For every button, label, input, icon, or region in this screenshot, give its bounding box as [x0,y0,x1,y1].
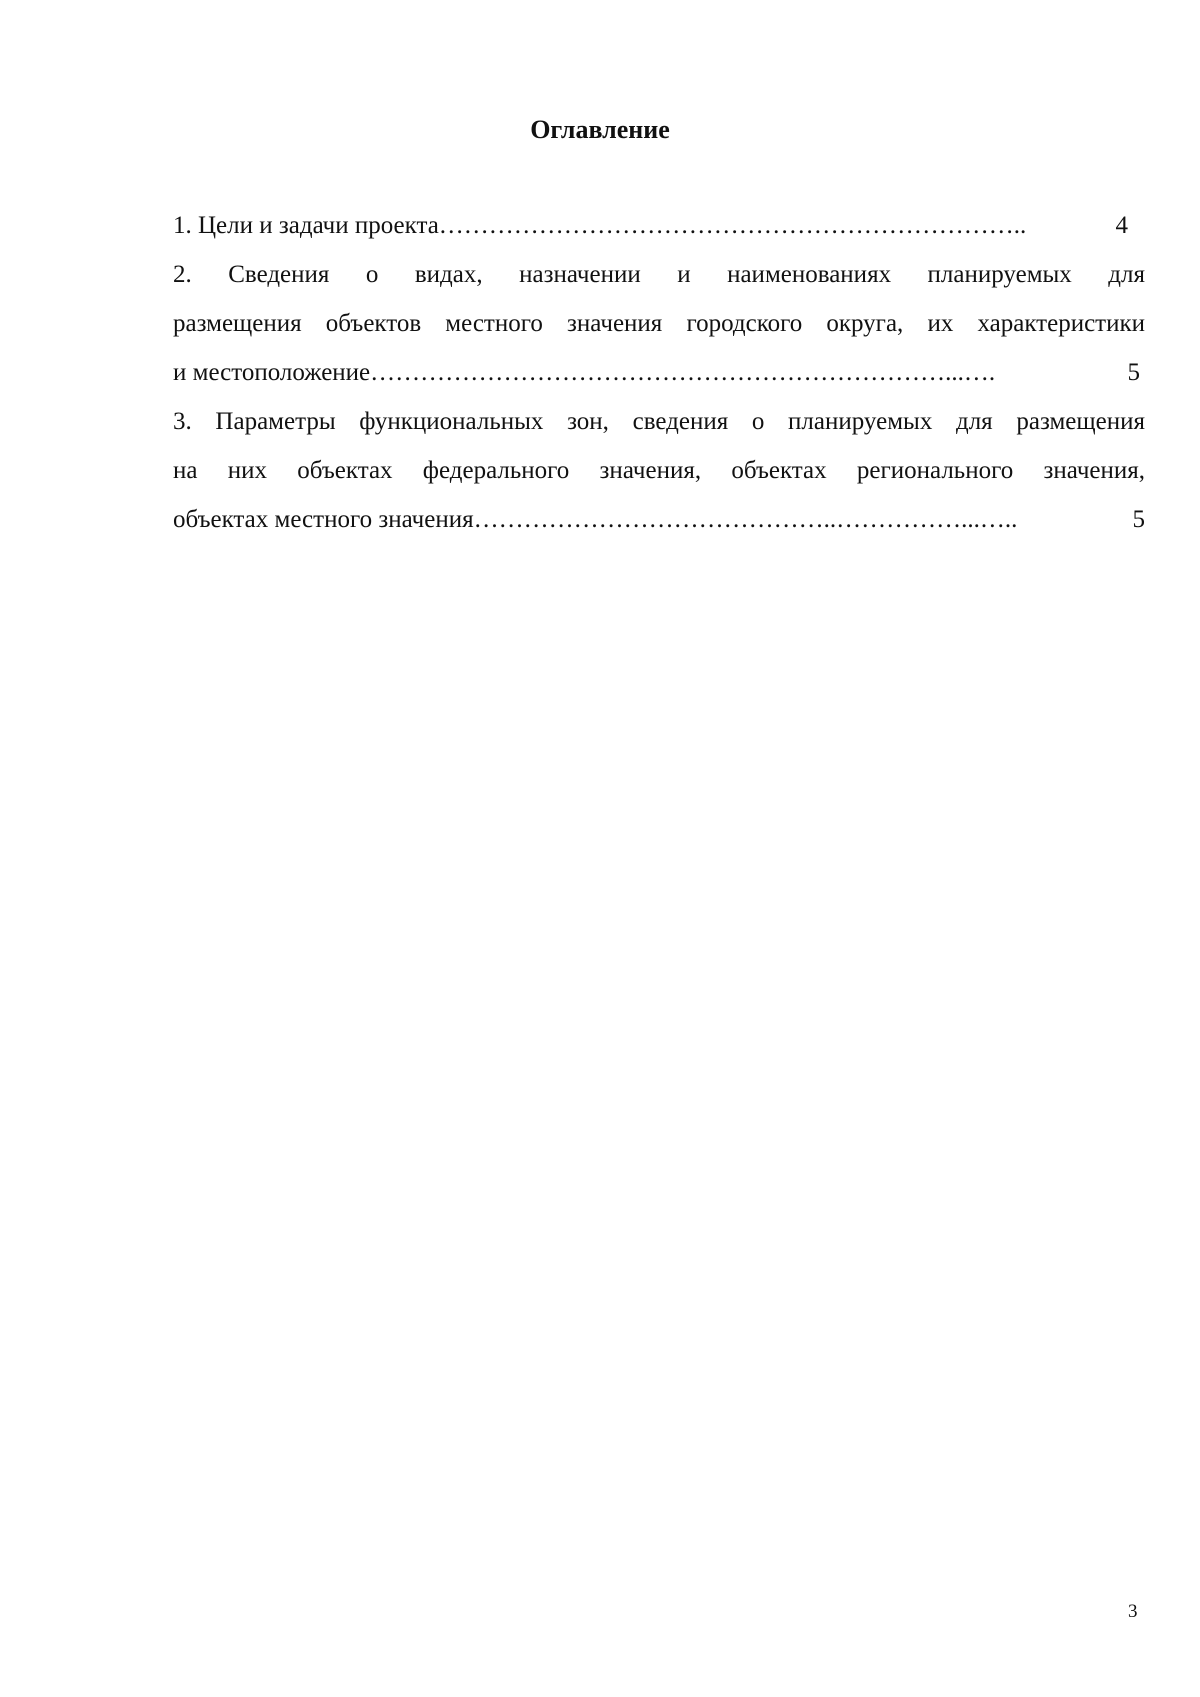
toc-entry-text: объектах местного значения [173,506,474,533]
toc-entry-text: и местоположение [173,359,371,386]
toc-dot-leader: …………………………………………………………….. [438,212,1027,239]
toc-entry-last-line [173,348,1140,397]
toc-entry-last-line [173,201,1128,250]
page-number: 3 [1128,1601,1138,1622]
table-of-contents [173,201,1145,544]
toc-entry-line: на них объектах федерального значения, объектах регионального значения, [173,457,1145,484]
toc-page-number: 4 [1115,212,1128,239]
toc-entry-goals[interactable] [173,201,1145,250]
toc-dot-leader: ……………………………………..……………...….. [473,506,1018,533]
toc-title: Оглавление [530,115,670,144]
toc-page-number: 5 [1127,359,1140,386]
toc-page-number: 5 [1132,506,1145,533]
toc-entry-last-line [173,495,1145,544]
toc-entry-text: 1. Цели и задачи проекта [173,212,439,239]
toc-dot-leader: ……………………………………………………………...…. [370,359,996,386]
toc-entry-line: 2. Сведения о видах, назначении и наименованиях планируемых для [173,261,1145,288]
toc-entry-line: 3. Параметры функциональных зон, сведения о планируемых для размещения [173,408,1145,435]
toc-entry-local-objects[interactable] [173,250,1145,397]
toc-entry-line: размещения объектов местного значения городского округа, их характеристики [173,310,1145,337]
toc-entry-functional-zones[interactable] [173,397,1145,544]
